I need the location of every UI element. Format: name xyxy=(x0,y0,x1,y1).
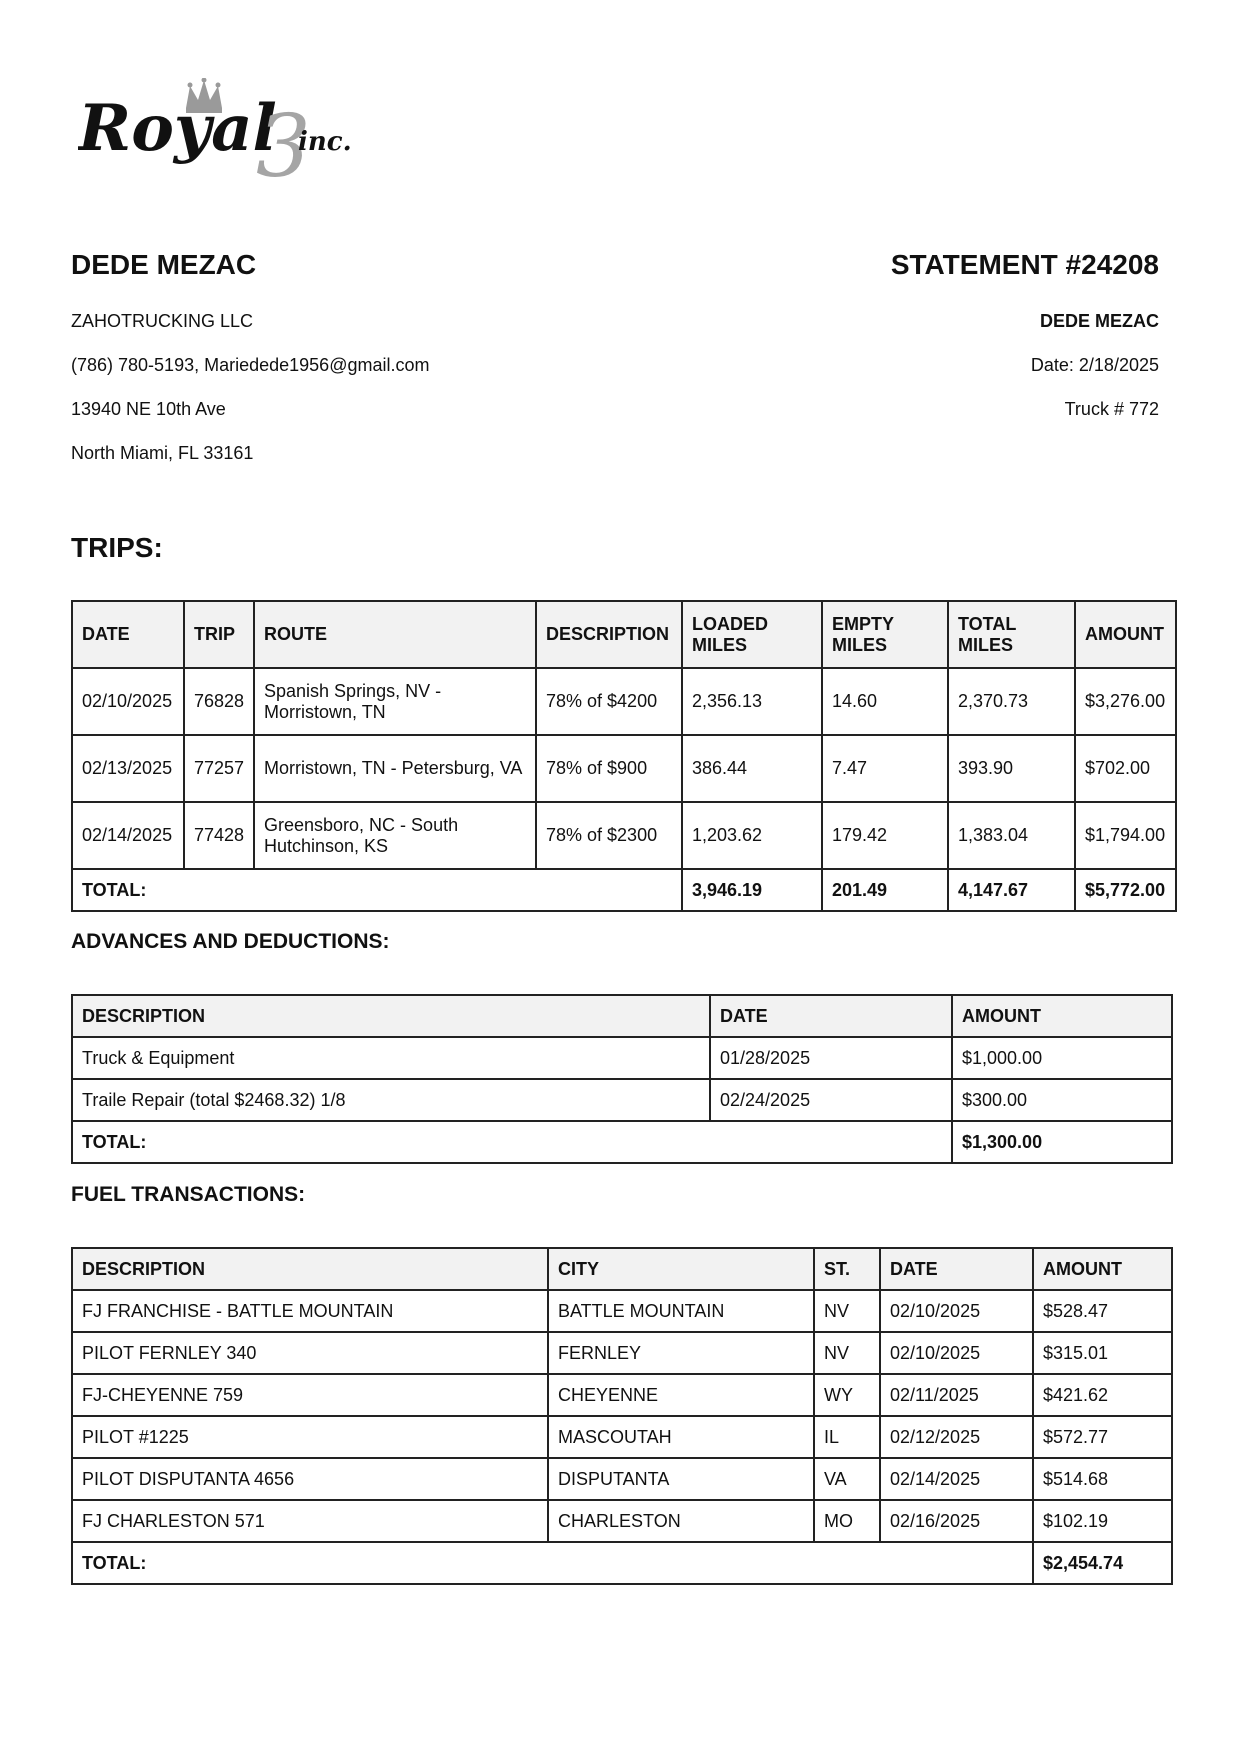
fuel-state: NV xyxy=(814,1332,880,1374)
fuel-total-label: TOTAL: xyxy=(72,1542,1033,1584)
logo-suffix-text: inc. xyxy=(298,127,352,157)
trips-total-empty: 201.49 xyxy=(822,869,948,911)
company-logo xyxy=(78,78,378,188)
fuel-state: MO xyxy=(814,1500,880,1542)
fuel-col-date: DATE xyxy=(880,1248,1033,1290)
trip-description: 78% of $900 xyxy=(536,735,682,802)
fuel-state: NV xyxy=(814,1290,880,1332)
fuel-heading: FUEL TRANSACTIONS: xyxy=(71,1183,306,1206)
trip-total-miles: 1,383.04 xyxy=(948,802,1075,869)
fuel-city: DISPUTANTA xyxy=(548,1458,814,1500)
fuel-city: BATTLE MOUNTAIN xyxy=(548,1290,814,1332)
fuel-date: 02/10/2025 xyxy=(880,1290,1033,1332)
trips-col-description: DESCRIPTION xyxy=(536,601,682,668)
trip-number: 77428 xyxy=(184,802,254,869)
trip-amount: $702.00 xyxy=(1075,735,1176,802)
logo-main-text: Royal xyxy=(78,91,277,166)
statement-title: STATEMENT #24208 xyxy=(890,249,1159,280)
advance-description: Truck & Equipment xyxy=(72,1037,710,1079)
table-row xyxy=(72,1458,1172,1500)
fuel-state: WY xyxy=(814,1374,880,1416)
trip-date: 02/14/2025 xyxy=(72,802,184,869)
statement-truck: Truck # 772 xyxy=(1064,399,1159,419)
trips-total-amount: $5,772.00 xyxy=(1075,869,1176,911)
advance-date: 02/24/2025 xyxy=(710,1079,952,1121)
trip-empty-miles: 7.47 xyxy=(822,735,948,802)
trips-total-loaded: 3,946.19 xyxy=(682,869,822,911)
trip-number: 76828 xyxy=(184,668,254,735)
advances-total-label: TOTAL: xyxy=(72,1121,952,1163)
trips-col-empty-miles: EMPTY MILES xyxy=(822,601,948,668)
advances-heading: ADVANCES AND DEDUCTIONS: xyxy=(71,930,390,953)
trip-empty-miles: 179.42 xyxy=(822,802,948,869)
fuel-col-amount: AMOUNT xyxy=(1033,1248,1172,1290)
fuel-state: IL xyxy=(814,1416,880,1458)
statement-name: DEDE MEZAC xyxy=(1039,311,1159,331)
advances-col-description: DESCRIPTION xyxy=(72,995,710,1037)
fuel-description: PILOT FERNLEY 340 xyxy=(72,1332,548,1374)
table-row xyxy=(72,1374,1172,1416)
trip-date: 02/13/2025 xyxy=(72,735,184,802)
statement-date: Date: 2/18/2025 xyxy=(1030,355,1159,375)
fuel-amount: $102.19 xyxy=(1033,1500,1172,1542)
table-row xyxy=(72,668,1176,735)
trip-route: Morristown, TN - Petersburg, VA xyxy=(254,735,536,802)
fuel-city: CHARLESTON xyxy=(548,1500,814,1542)
driver-company: ZAHOTRUCKING LLC xyxy=(71,311,254,331)
table-row xyxy=(72,1290,1172,1332)
trips-col-trip: TRIP xyxy=(184,601,254,668)
trip-description: 78% of $4200 xyxy=(536,668,682,735)
table-row xyxy=(72,1332,1172,1374)
trips-col-loaded-miles: LOADED MILES xyxy=(682,601,822,668)
trip-number: 77257 xyxy=(184,735,254,802)
driver-name: DEDE MEZAC xyxy=(71,249,257,280)
trips-table xyxy=(71,600,1177,912)
trip-loaded-miles: 2,356.13 xyxy=(682,668,822,735)
fuel-header-row xyxy=(72,1248,1172,1290)
fuel-date: 02/10/2025 xyxy=(880,1332,1033,1374)
trips-header-row xyxy=(72,601,1176,668)
advance-date: 01/28/2025 xyxy=(710,1037,952,1079)
trips-total-miles: 4,147.67 xyxy=(948,869,1075,911)
advances-total-amount: $1,300.00 xyxy=(952,1121,1172,1163)
fuel-description: FJ FRANCHISE - BATTLE MOUNTAIN xyxy=(72,1290,548,1332)
table-row xyxy=(72,802,1176,869)
fuel-date: 02/11/2025 xyxy=(880,1374,1033,1416)
trips-col-date: DATE xyxy=(72,601,184,668)
fuel-col-state: ST. xyxy=(814,1248,880,1290)
fuel-amount: $315.01 xyxy=(1033,1332,1172,1374)
table-row xyxy=(72,1500,1172,1542)
fuel-description: PILOT DISPUTANTA 4656 xyxy=(72,1458,548,1500)
fuel-col-city: CITY xyxy=(548,1248,814,1290)
trips-heading: TRIPS: xyxy=(71,532,163,563)
trip-total-miles: 2,370.73 xyxy=(948,668,1075,735)
advance-amount: $300.00 xyxy=(952,1079,1172,1121)
trips-total-label: TOTAL: xyxy=(72,869,682,911)
advances-total-row xyxy=(72,1121,1172,1163)
table-row xyxy=(72,1416,1172,1458)
fuel-date: 02/14/2025 xyxy=(880,1458,1033,1500)
fuel-city: CHEYENNE xyxy=(548,1374,814,1416)
fuel-total-row xyxy=(72,1542,1172,1584)
fuel-amount: $514.68 xyxy=(1033,1458,1172,1500)
trip-total-miles: 393.90 xyxy=(948,735,1075,802)
driver-contact: (786) 780-5193, Mariedede1956@gmail.com xyxy=(71,355,430,375)
fuel-description: PILOT #1225 xyxy=(72,1416,548,1458)
trip-route: Spanish Springs, NV - Morristown, TN xyxy=(254,668,536,735)
trips-col-route: ROUTE xyxy=(254,601,536,668)
trip-loaded-miles: 386.44 xyxy=(682,735,822,802)
fuel-description: FJ CHARLESTON 571 xyxy=(72,1500,548,1542)
advances-col-date: DATE xyxy=(710,995,952,1037)
driver-address-line1: 13940 NE 10th Ave xyxy=(71,399,226,419)
fuel-city: MASCOUTAH xyxy=(548,1416,814,1458)
trip-amount: $3,276.00 xyxy=(1075,668,1176,735)
logo-number-text: 3 xyxy=(256,97,311,188)
trip-description: 78% of $2300 xyxy=(536,802,682,869)
trip-route: Greensboro, NC - South Hutchinson, KS xyxy=(254,802,536,869)
trips-total-row xyxy=(72,869,1176,911)
advance-description: Traile Repair (total $2468.32) 1/8 xyxy=(72,1079,710,1121)
fuel-date: 02/12/2025 xyxy=(880,1416,1033,1458)
table-row xyxy=(72,1079,1172,1121)
fuel-description: FJ-CHEYENNE 759 xyxy=(72,1374,548,1416)
table-row xyxy=(72,1037,1172,1079)
driver-address-line2: North Miami, FL 33161 xyxy=(71,443,254,463)
advances-col-amount: AMOUNT xyxy=(952,995,1172,1037)
trips-col-total-miles: TOTAL MILES xyxy=(948,601,1075,668)
trip-loaded-miles: 1,203.62 xyxy=(682,802,822,869)
table-row xyxy=(72,735,1176,802)
fuel-total-amount: $2,454.74 xyxy=(1033,1542,1172,1584)
fuel-date: 02/16/2025 xyxy=(880,1500,1033,1542)
fuel-table xyxy=(71,1247,1173,1585)
fuel-state: VA xyxy=(814,1458,880,1500)
advances-table xyxy=(71,994,1173,1164)
trip-amount: $1,794.00 xyxy=(1075,802,1176,869)
fuel-col-description: DESCRIPTION xyxy=(72,1248,548,1290)
fuel-city: FERNLEY xyxy=(548,1332,814,1374)
fuel-amount: $421.62 xyxy=(1033,1374,1172,1416)
fuel-amount: $528.47 xyxy=(1033,1290,1172,1332)
trip-date: 02/10/2025 xyxy=(72,668,184,735)
trips-col-amount: AMOUNT xyxy=(1075,601,1176,668)
fuel-amount: $572.77 xyxy=(1033,1416,1172,1458)
trip-empty-miles: 14.60 xyxy=(822,668,948,735)
advance-amount: $1,000.00 xyxy=(952,1037,1172,1079)
advances-header-row xyxy=(72,995,1172,1037)
